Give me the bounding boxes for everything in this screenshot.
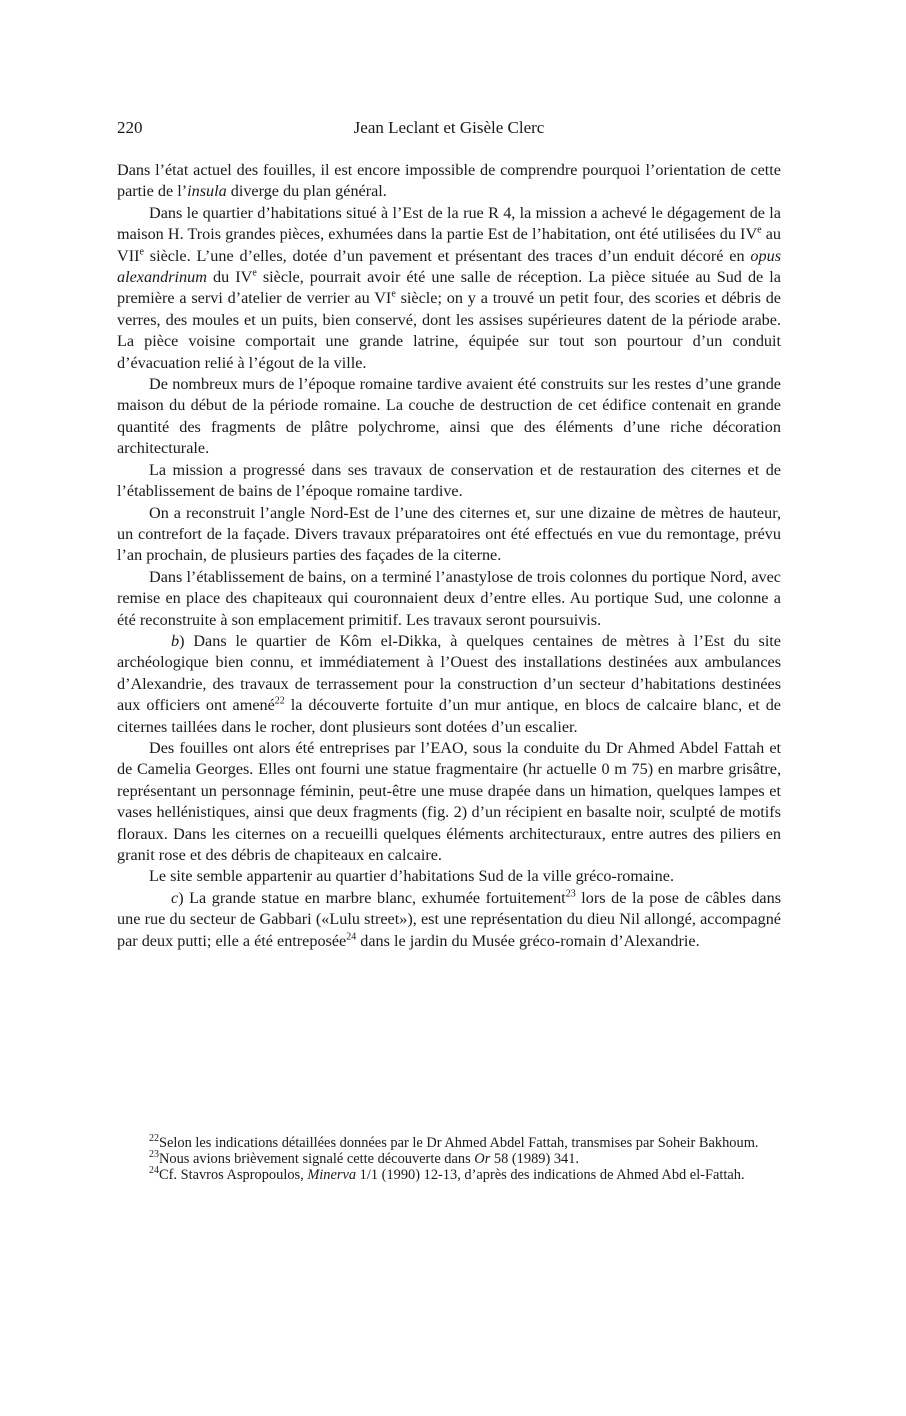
page-header — [117, 115, 781, 141]
paragraph-4: La mission a progressé dans ses travaux de conservation et de restauration des citernes et de l’établissement de bains de l’époque romaine tardive. — [117, 460, 781, 501]
paragraph-5: On a reconstruit l’angle Nord-Est de l’une des citernes et, sur une dizaine de mètres de hauteur, un contrefort de la façade. Divers travaux préparatoires ont été effectués en vue du remontage, prévu l’an prochain, de plusieurs parties des façades de la citerne. — [117, 503, 781, 565]
paragraph-1: Dans l’état actuel des fouilles, il est encore impossible de comprendre pourquoi l’orientation de cette partie de l’insula diverge du plan général. — [117, 161, 781, 201]
footnote-ref-22: 22 — [274, 695, 285, 707]
footnotes — [117, 1135, 781, 1184]
paragraph-9: Le site semble appartenir au quartier d’habitations Sud de la ville gréco-romaine. — [149, 867, 675, 886]
page-number: 220 — [117, 118, 143, 137]
body-text — [117, 160, 781, 952]
paragraph-3: De nombreux murs de l’époque romaine tardive avaient été construits sur les restes d’une grande maison du début de la période romaine. La couche de destruction de cet édifice contenait en grande quantité des fragments de plâtre polychrome, ainsi que des éléments d’une riche décoration architecturale. — [117, 375, 781, 458]
paragraph-7: b) Dans le quartier de Kôm el-Dikka, à quelques centaines de mètres à l’Est du site archéologique bien connu, et immédiatement à l’Ouest des installations destinées aux ambulances d’Alexandrie, des travaux de terrassement pour la construction d’un secteur d’habitations destinées aux officiers ont amené$^{22}$ la découverte fortuite d’un mur antique, en blocs de calcaire blanc, et de citernes taillées dans le rocher, dont plusieurs sont dotées d’un escalier. — [117, 631, 781, 736]
footnote-ref-24: 24 — [346, 931, 357, 943]
paragraph-10: c) La grande statue en marbre blanc, exhumée fortuitement$^{23}$ lors de la pose de câbles dans une rue du secteur de Gabbari («Lulu street»), est une représentation du dieu Nil allongé, accompagné par deux putti; elle a été entreposée$^{24}$ dans le jardin du Musée gréco-romain d’Alexandrie. — [117, 888, 781, 950]
footnote-ref-23: 23 — [565, 888, 576, 900]
footnote-23: $^{23}$Nous avions brièvement signalé cette découverte dans Or 58 (1989) 341. — [149, 1149, 580, 1168]
paragraph-6: Dans l’établissement de bains, on a terminé l’anastylose de trois colonnes du portique Nord, avec remise en place des chapiteaux qui couronnaient deux d’entre elles. Au portique Sud, une colonne a été reconstruite à son emplacement primitif. Les travaux seront poursuivis. — [117, 567, 781, 629]
footnote-24: $^{24}$Cf. Stavros Aspropoulos, Minerva 1/1 (1990) 12-13, d’après des indications de Ahmed Abd el-Fattah. — [149, 1165, 745, 1184]
running-head: Jean Leclant et Gisèle Clerc — [353, 118, 545, 137]
paragraph-2: Dans le quartier d’habitations situé à l’Est de la rue R 4, la mission a achevé le dégagement de la maison H. Trois grandes pièces, exhumées dans la partie Est de l’habitation, ont été utilisées du IVe au VIIe siècle. L’une d’elles, dotée d’un pavement et présentant des traces d’un enduit décoré en opus alexandrinum du IVe siècle, pourrait avoir été une salle de réception. La pièce située au Sud de la première a servi d’atelier de verrier au VIe siècle; on y a trouvé un petit four, des scories et débris de verres, des moules et un puits, bien conservé, dont les assises supérieures datent de la période arabe. La pièce voisine comportait une grande latrine, équipée sur tout son pourtour d’un conduit d’évacuation relié à l’égout de la ville. — [117, 203, 782, 372]
paragraph-8: Des fouilles ont alors été entreprises par l’EAO, sous la conduite du Dr Ahmed Abdel Fattah et de Camelia Georges. Elles ont fourni une statue fragmentaire (hr actuelle 0 m 75) en marbre grisâtre, représentant un personnage féminin, peut-être une muse drapée dans un himation, quelques lampes et vases hellénistiques, ainsi que deux fragments (fig. 2) d’un récipient en basalte noir, sculpté de motifs floraux. Dans les citernes on a recueilli quelques éléments architecturaux, entre autres des piliers en granit rose et des débris de chapiteaux en calcaire. — [117, 738, 781, 864]
footnote-22: $^{22}$Selon les indications détaillées données par le Dr Ahmed Abdel Fattah, transmises par Soheir Bakhoum. — [149, 1133, 759, 1151]
